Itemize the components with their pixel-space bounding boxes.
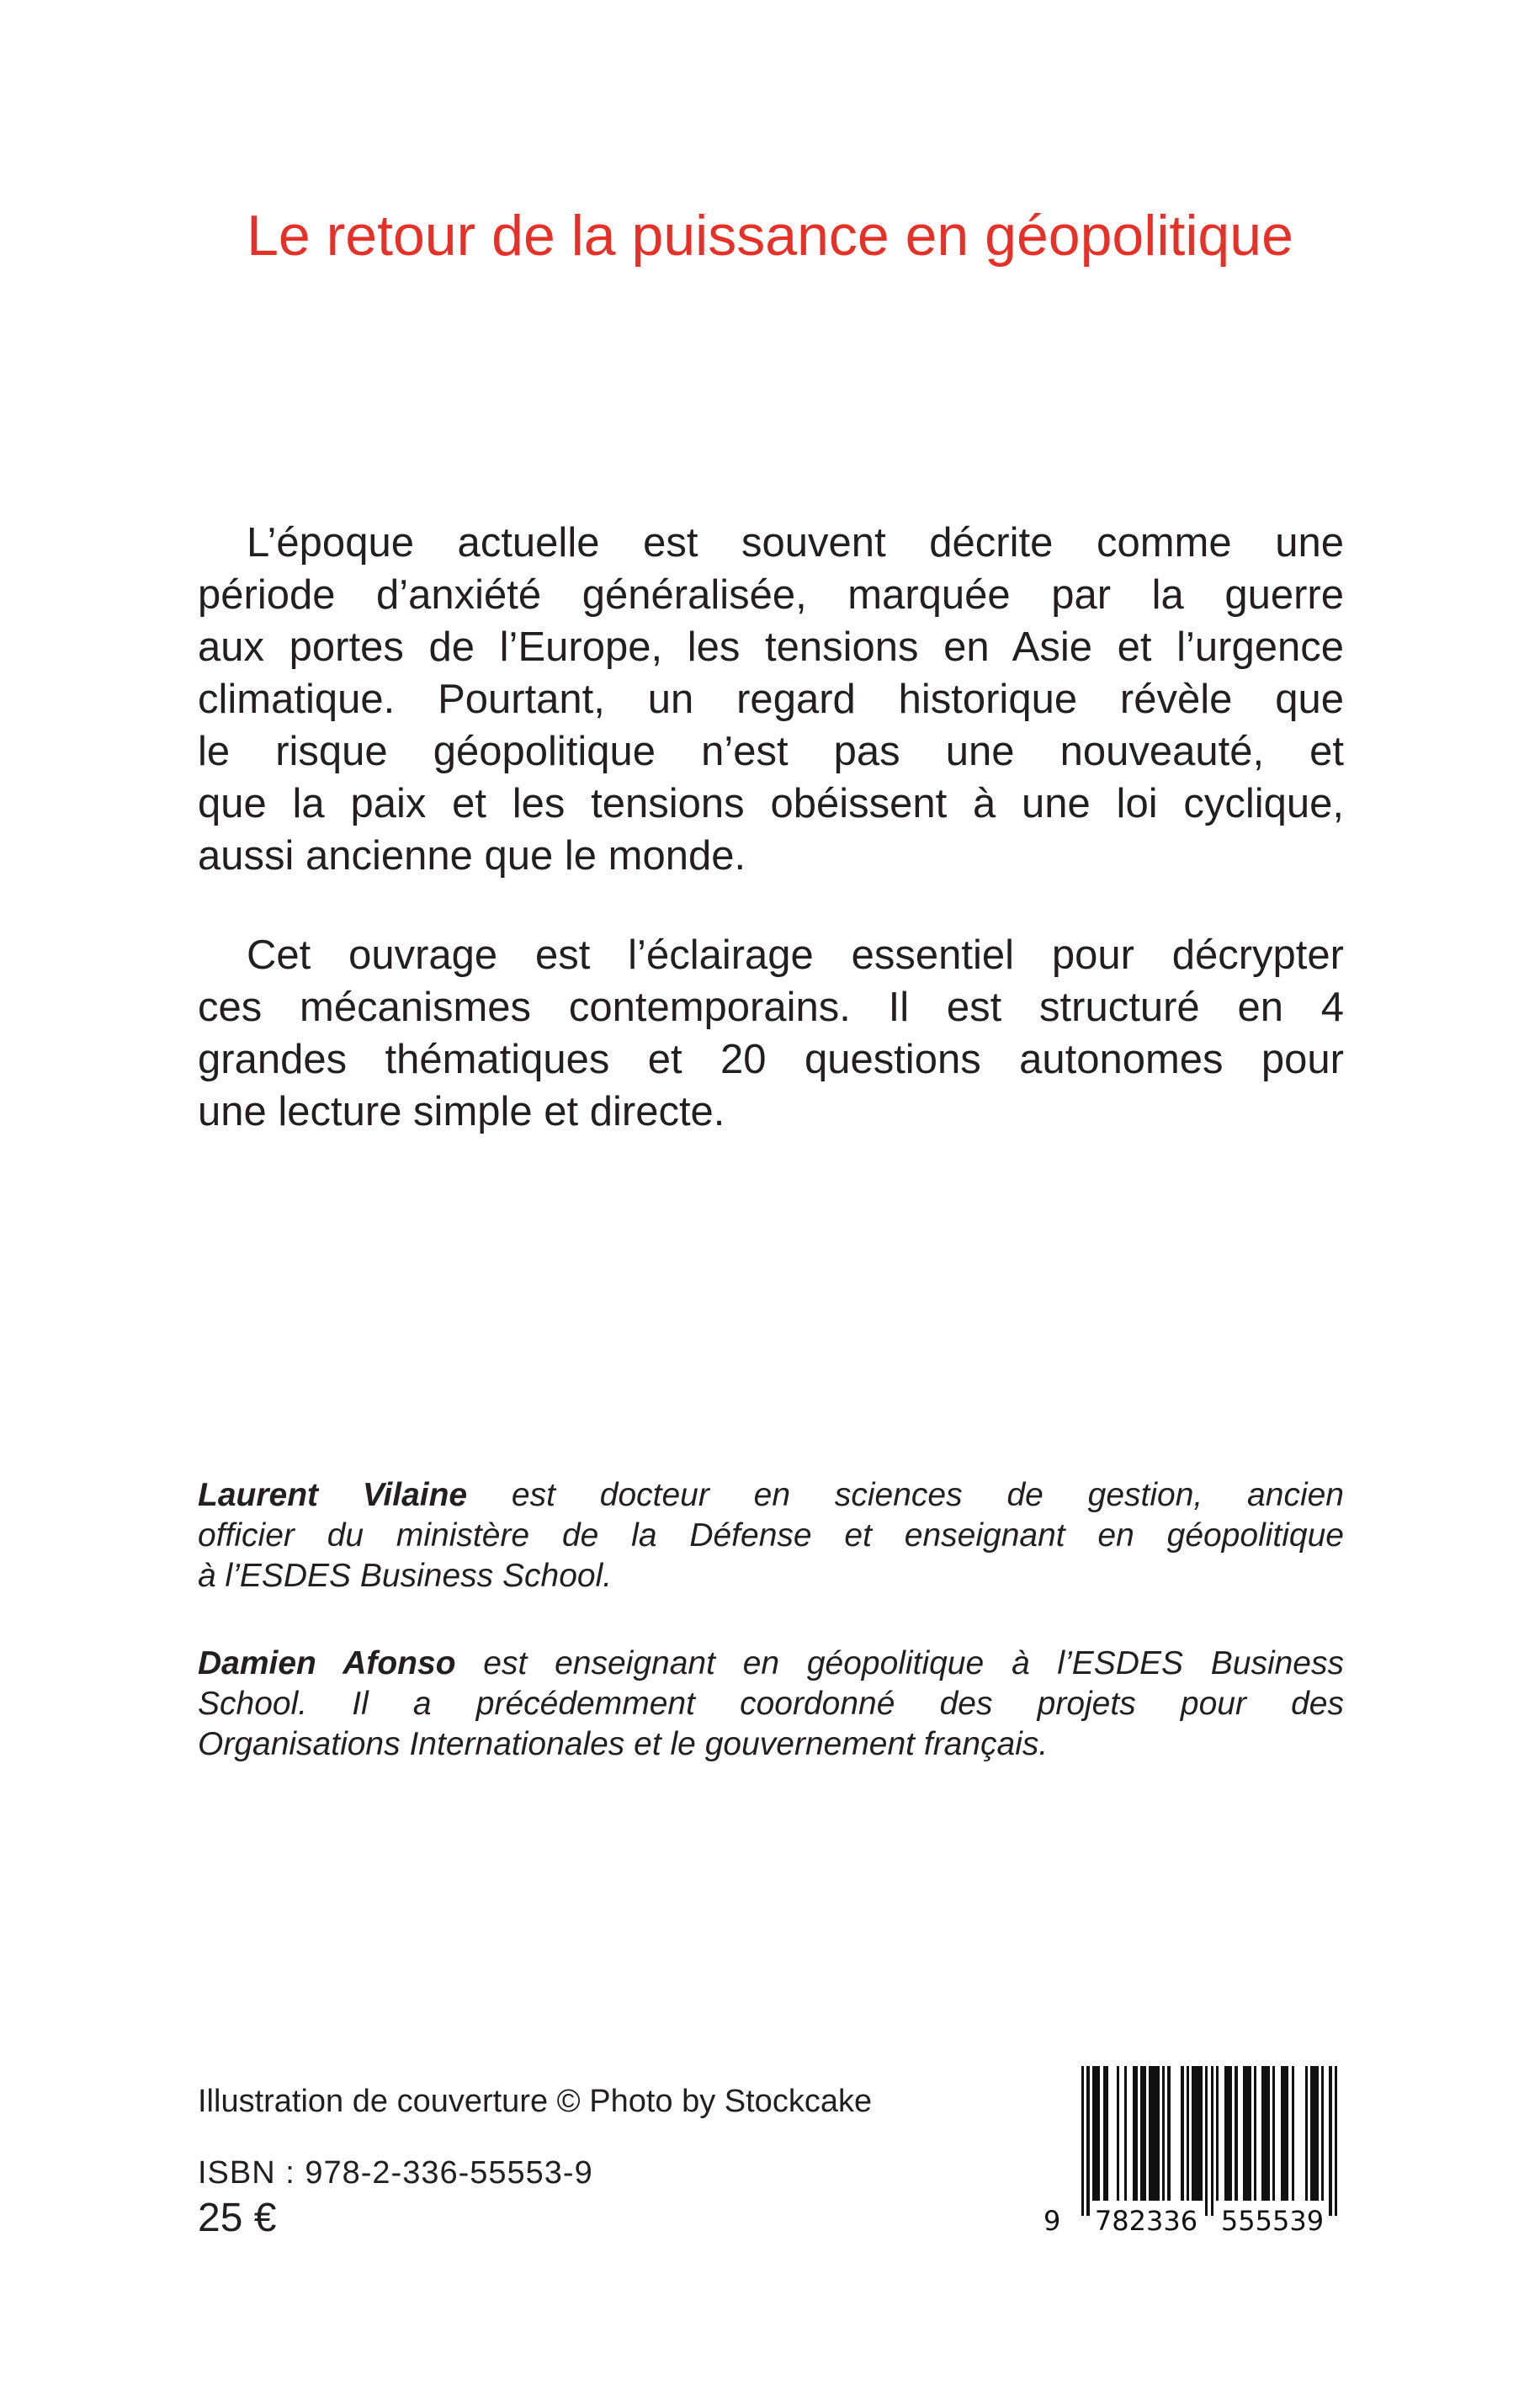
price: 25 € [198,2196,277,2240]
text-line: à l’ESDES Business School. [198,1558,613,1594]
barcode-bar [1187,2066,1189,2201]
barcode-bar [1157,2066,1160,2201]
barcode-bar [1106,2066,1108,2201]
barcode-bar [1086,2066,1089,2216]
text-line: aux portes de l’Europe, les tensions en Asie et l’urgence [198,624,1344,670]
text-line: grandes thématiques et 20 questions autonomes pour [198,1037,1344,1082]
text-line: climatique. Pourtant, un regard historique révèle que [198,677,1344,722]
page-title: Le retour de la puissance en géopolitique [247,204,1293,268]
text-line: période d’anxiété généralisée, marquée par la guerre [198,572,1344,618]
barcode-bar [1248,2066,1251,2201]
author-name: Damien Afonso [198,1645,456,1681]
bio-text: est enseignant en géopolitique à l’ESDES Business [455,1645,1344,1681]
barcode-bar [1200,2066,1203,2201]
cover-illustration-credit: Illustration de couverture © Photo by Stockcake [198,2084,873,2119]
barcode-bar [1216,2066,1219,2201]
barcode-bar [1117,2066,1119,2201]
barcode-bar [1229,2066,1232,2201]
barcode-digit-leading: 9 [1043,2205,1061,2237]
barcode-bar [1335,2066,1337,2216]
synopsis-paragraph-1 [198,517,1344,882]
barcode-digits-group2: 555539 [1220,2205,1325,2237]
barcode-bar [1321,2066,1324,2201]
text-line [198,1644,1344,1684]
barcode-bar [1181,2066,1183,2201]
barcode-bar [1329,2066,1331,2216]
text-line: Organisations Internationales et le gouvernement français. [198,1726,1049,1762]
text-line: que la paix et les tensions obéissent à une loi cyclique, [198,781,1344,826]
barcode-bar [1167,2066,1170,2201]
barcode-bar [1205,2066,1208,2216]
barcode-bar [1081,2066,1084,2216]
text-line [198,1475,1344,1516]
text-line: School. Il a précédemment coordonné des projets pour des [198,1686,1344,1722]
barcode-bar [1211,2066,1213,2216]
text-line: aussi ancienne que le monde. [198,833,746,879]
barcode-bar [1097,2066,1100,2201]
author-bio-laurent-vilaine [198,1475,1344,1596]
barcode-bar [1272,2066,1275,2201]
barcode-bar [1135,2066,1138,2201]
text-line: ces mécanismes contemporains. Il est structuré en 4 [198,985,1344,1030]
barcode-digits-group1: 782336 [1094,2205,1198,2237]
isbn-number: ISBN : 978-2-336-55553-9 [198,2155,593,2191]
barcode-bar [1305,2066,1308,2201]
barcode-bar [1235,2066,1237,2201]
barcode-bar [1267,2066,1270,2201]
barcode-bar [1124,2066,1127,2201]
author-name: Laurent Vilaine [198,1477,468,1513]
barcode-bar [1315,2066,1318,2201]
text-line: une lecture simple et directe. [198,1089,725,1134]
barcode-bar [1144,2066,1146,2201]
text-line: officier du ministère de la Défense et enseignant en géopolitique [198,1517,1344,1554]
bio-text: est docteur en sciences de gestion, ancien [467,1477,1344,1513]
text-line: Cet ouvrage est l’éclairage essentiel pour décrypter [247,932,1344,978]
ean13-barcode [1081,2066,1338,2216]
barcode-bar [1254,2066,1256,2201]
synopsis-paragraph-2 [198,929,1344,1138]
barcode-bar [1162,2066,1165,2201]
barcode-bar [1286,2066,1288,2201]
author-bio-damien-afonso [198,1644,1344,1765]
text-line: le risque géopolitique n’est pas une nouveauté, et [198,729,1344,774]
barcode-bar [1292,2066,1294,2201]
text-line: L’époque actuelle est souvent décrite comme une [247,520,1344,566]
